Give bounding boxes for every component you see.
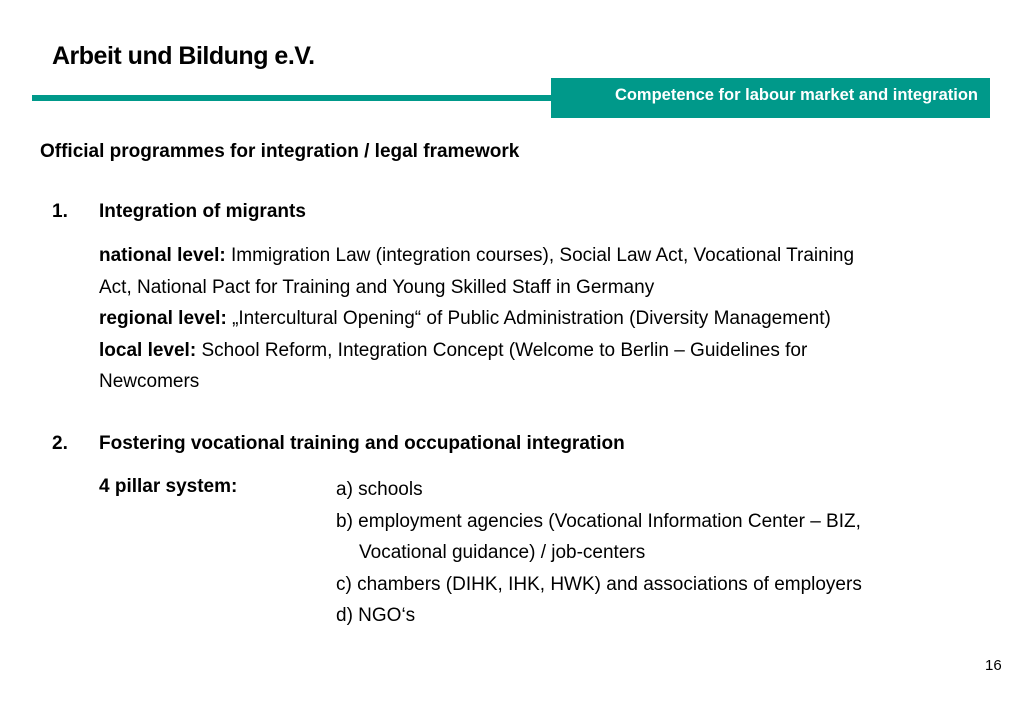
pillar-item: a) schools: [336, 479, 423, 500]
local-level-line: [99, 335, 979, 367]
item-number: 2.: [52, 433, 68, 454]
pillar-system-label: 4 pillar system:: [99, 476, 238, 497]
national-level-line: [99, 240, 979, 272]
item-number: 1.: [52, 201, 68, 222]
header-divider-bar: [32, 95, 572, 101]
regional-level-text: „Intercultural Opening“ of Public Administration (Diversity Management): [232, 308, 831, 329]
national-level-label: national level:: [99, 245, 226, 266]
local-level-text-cont: Newcomers: [99, 371, 200, 392]
regional-level-line: [99, 303, 979, 335]
pillar-item: d) NGO‘s: [336, 605, 416, 626]
local-level-label: local level:: [99, 339, 197, 361]
tagline-banner: Competence for labour market and integration: [551, 78, 990, 118]
pillar-item-cont: Vocational guidance) / job-centers: [359, 542, 646, 563]
item-heading: Integration of migrants: [99, 201, 306, 222]
national-level-text: Immigration Law (integration courses), Social Law Act, Vocational Training: [230, 245, 855, 266]
pillar-list: [336, 474, 862, 632]
item-heading: Fostering vocational training and occupational integration: [99, 433, 625, 454]
page-number: 16: [985, 657, 1002, 674]
national-level-text-cont: Act, National Pact for Training and Young Skilled Staff in Germany: [99, 276, 655, 298]
pillar-item: b) employment agencies (Vocational Information Center – BIZ,: [336, 510, 861, 532]
regional-level-label: regional level:: [99, 308, 227, 329]
slide-heading: Official programmes for integration / legal framework: [40, 141, 520, 162]
org-title: Arbeit und Bildung e.V.: [52, 42, 315, 70]
pillar-item: c) chambers (DIHK, IHK, HWK) and associations of employers: [336, 573, 862, 595]
integration-levels: [99, 240, 979, 398]
local-level-text: School Reform, Integration Concept (Welcome to Berlin – Guidelines for: [201, 339, 808, 361]
